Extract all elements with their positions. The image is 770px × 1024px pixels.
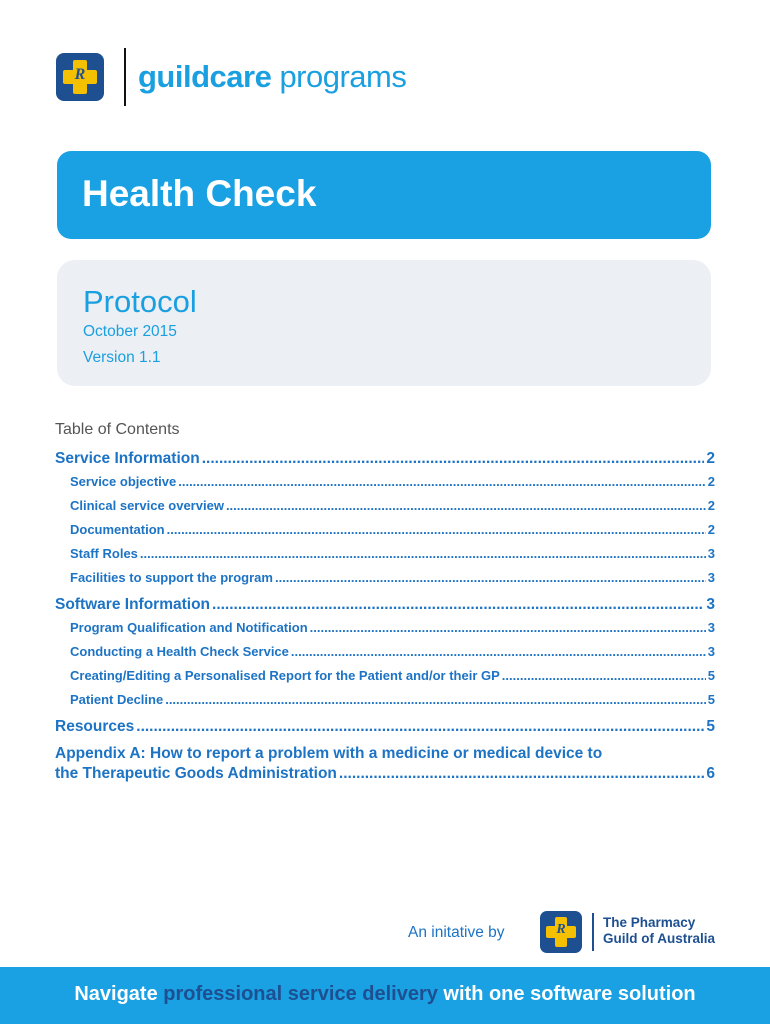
logo-divider	[124, 48, 126, 106]
footer-banner	[0, 967, 770, 1024]
toc-entry-clinical-service-overview[interactable]: Clinical service overview ..... 2	[55, 498, 715, 522]
rx-glyph: R	[74, 66, 86, 83]
toc-entry-documentation[interactable]: Documentation ..... 2	[55, 522, 715, 546]
toc-entry-appendix-a[interactable]: Appendix A: How to report a problem with a medicine or medical device to the Therapeutic Goods Administration ..... 6	[55, 744, 715, 784]
rx-glyph: R	[556, 922, 566, 937]
page-title: Health Check	[82, 173, 317, 214]
protocol-panel	[57, 260, 711, 386]
toc-entry-patient-decline[interactable]: Patient Decline ..... 5	[55, 692, 715, 716]
guild-divider	[592, 913, 594, 951]
pharmacy-cross-icon	[56, 53, 104, 101]
toc-entry-service-information[interactable]: Service Information ..... 2	[55, 450, 715, 474]
toc-entry-conducting-health-check[interactable]: Conducting a Health Check Service ..... 3	[55, 644, 715, 668]
toc-entry-personalised-report[interactable]: Creating/Editing a Personalised Report for the Patient and/or their GP ..... 5	[55, 668, 715, 692]
title-banner	[57, 151, 711, 239]
protocol-heading: Protocol	[83, 284, 197, 319]
table-of-contents	[55, 448, 715, 784]
guildcare-logo	[56, 48, 406, 106]
toc-entry-program-qualification[interactable]: Program Qualification and Notification ..... 3	[55, 620, 715, 644]
pharmacy-cross-icon	[540, 911, 582, 953]
toc-entry-resources[interactable]: Resources ..... 5	[55, 718, 715, 742]
toc-entry-staff-roles[interactable]: Staff Roles ..... 3	[55, 546, 715, 570]
logo-text: guildcare programs	[138, 59, 407, 94]
protocol-date: October 2015	[83, 323, 177, 340]
toc-heading: Table of Contents	[55, 421, 180, 438]
guild-logo-text: The Pharmacy Guild of Australia	[603, 915, 716, 946]
toc-entry-facilities[interactable]: Facilities to support the program ..... 3	[55, 570, 715, 594]
toc-entry-service-objective[interactable]: Service objective ..... 2	[55, 474, 715, 498]
protocol-version: Version 1.1	[83, 349, 161, 366]
initiative-text: An initative by	[408, 924, 505, 941]
footer-tagline: Navigate professional service delivery with one software solution	[74, 983, 696, 1005]
toc-entry-software-information[interactable]: Software Information ..... 3	[55, 596, 715, 620]
